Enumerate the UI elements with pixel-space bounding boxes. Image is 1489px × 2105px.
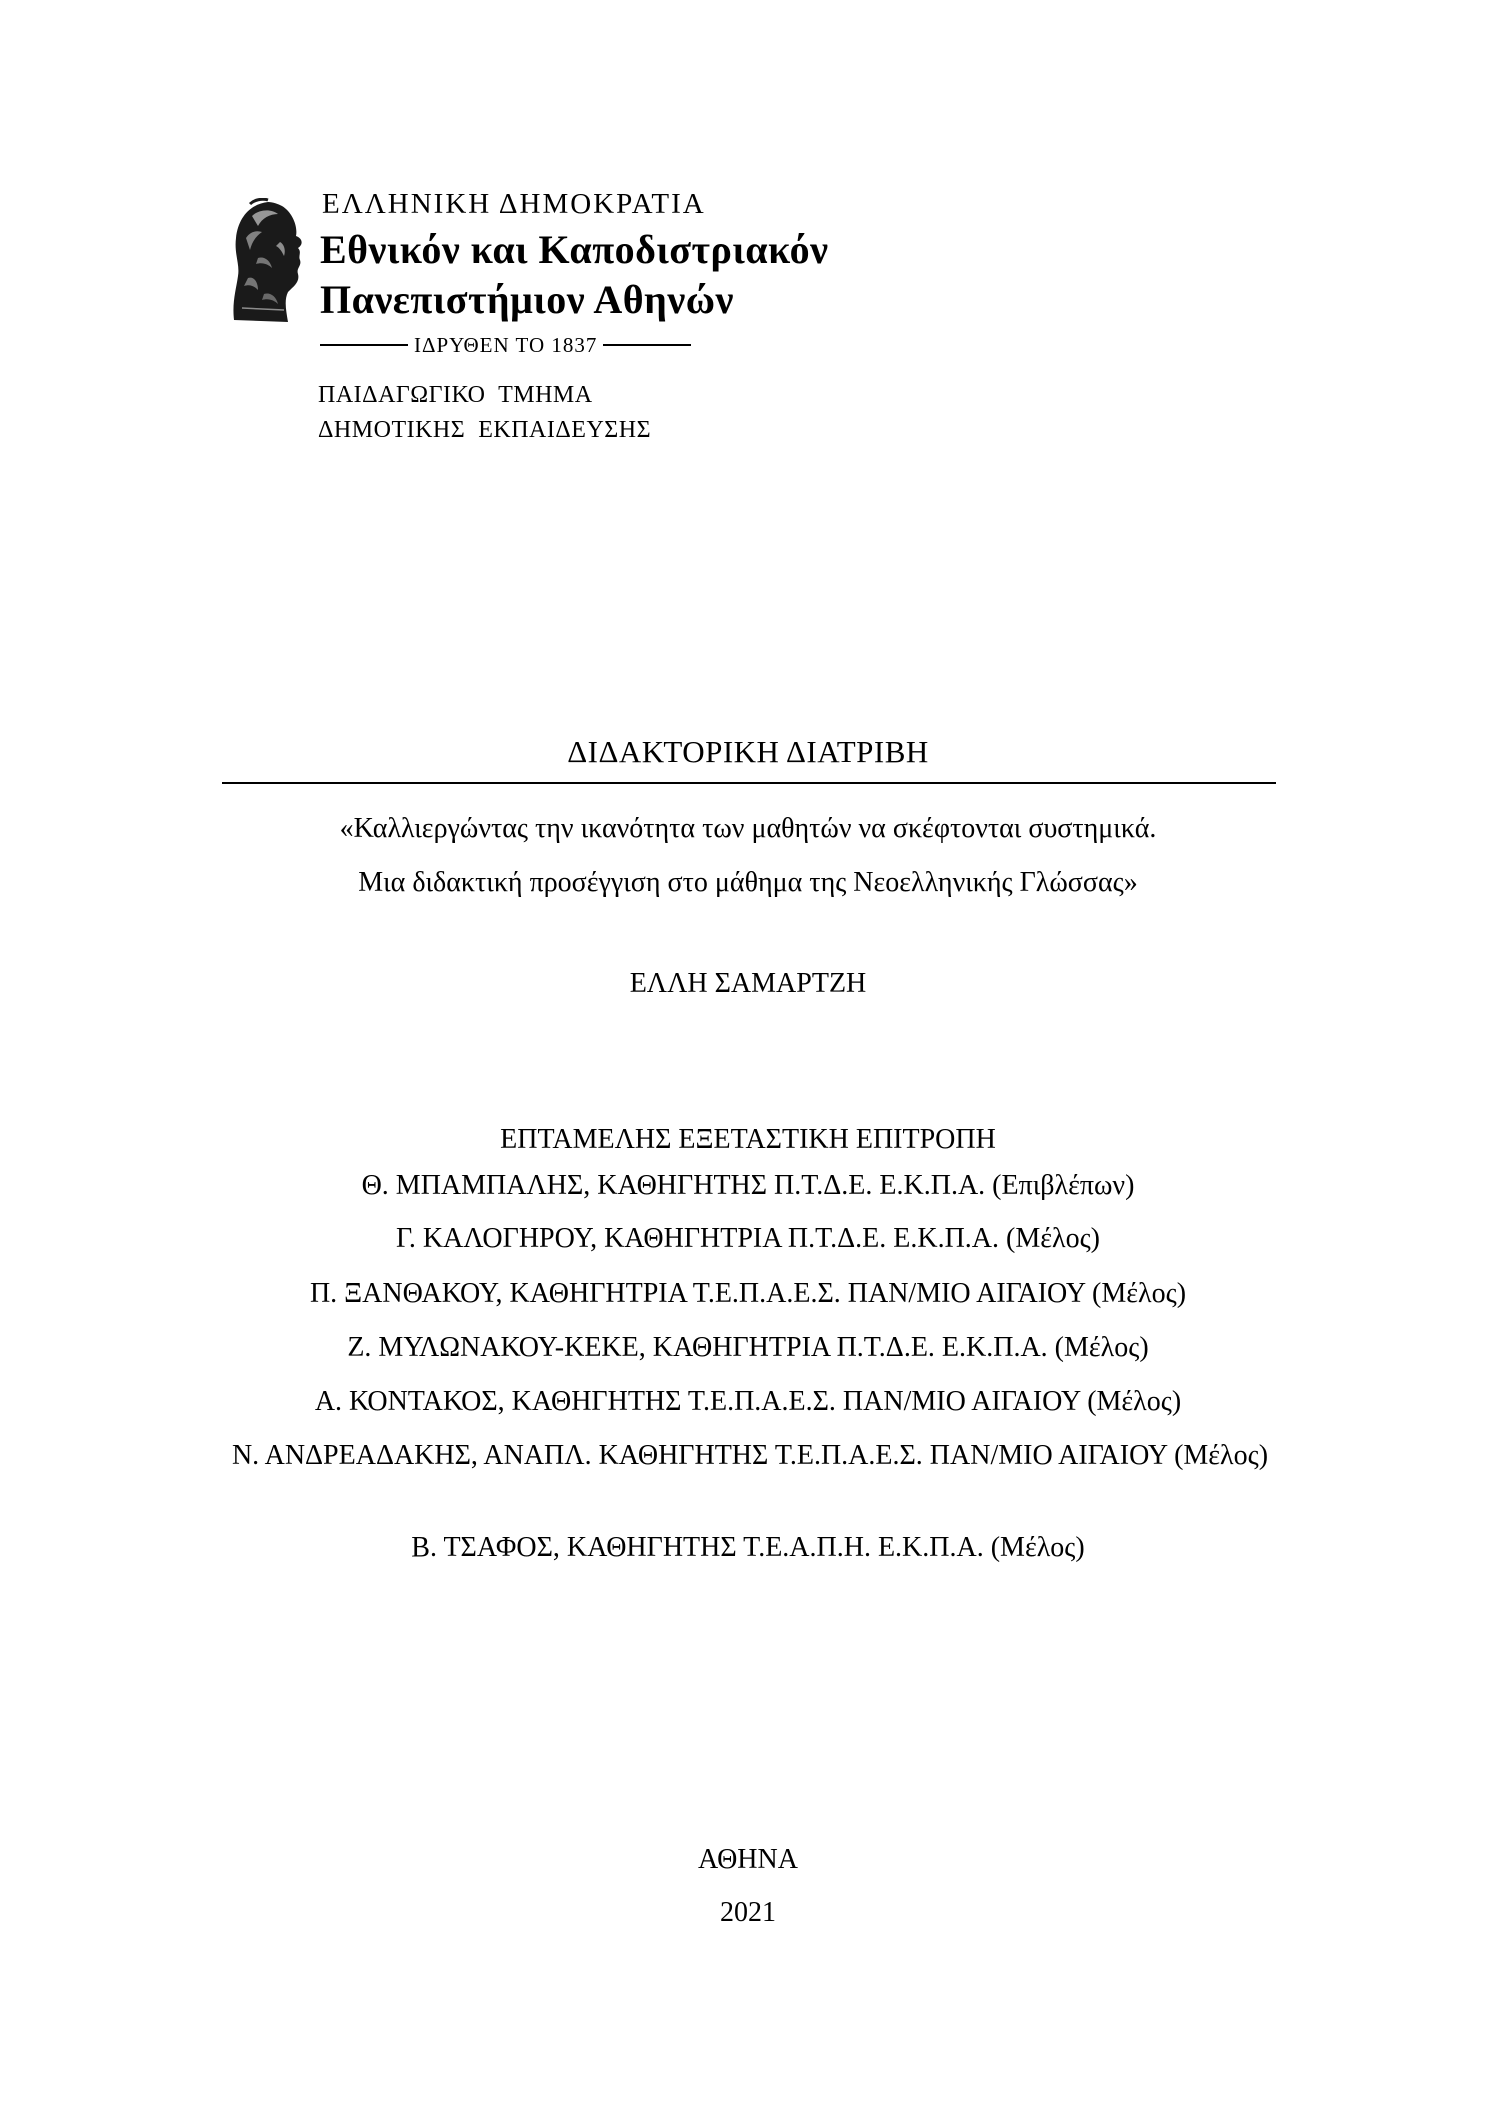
department-line-2: ΔΗΜΟΤΙΚΗΣ ΕΚΠΑΙΔΕΥΣΗΣ [318,417,652,443]
department-line-1: ΠΑΙΔΑΓΩΓΙΚΟ ΤΜΗΜΑ [318,382,593,408]
department-block [318,378,651,448]
thesis-title-line-1: «Καλλιεργώντας την ικανότητα των μαθητών να σκέφτονται συστημικά. [339,813,1157,844]
founded-rule-right [603,344,691,346]
university-name-line-2: Πανεπιστήμιον Αθηνών [320,277,734,322]
committee-member: Β. ΤΣΑΦΟΣ, ΚΑΘΗΓΗΤΗΣ Τ.Ε.Α.Π.Η. Ε.Κ.Π.Α. (Μέλος) [411,1532,1085,1563]
athena-head-icon [228,198,312,326]
committee-member: Α. ΚΟΝΤΑΚΟΣ, ΚΑΘΗΓΗΤΗΣ Τ.Ε.Π.Α.Ε.Σ. ΠΑΝ/ΜΙΟ ΑΙΓΑΙΟΥ (Μέλος) [314,1386,1182,1417]
committee-member: Γ. ΚΑΛΟΓΗΡΟΥ, ΚΑΘΗΓΗΤΡΙΑ Π.Τ.Δ.Ε. Ε.Κ.Π.Α. (Μέλος) [396,1223,1100,1254]
university-header [228,184,908,364]
republic-label: ΕΛΛΗΝΙΚΗ ΔΗΜΟΚΡΑΤΙΑ [322,188,706,220]
author-name: ΕΛΛΗ ΣΑΜΑΡΤΖΗ [629,968,867,999]
committee-member: Θ. ΜΠΑΜΠΑΛΗΣ, ΚΑΘΗΓΗΤΗΣ Π.Τ.Δ.Ε. Ε.Κ.Π.Α. (Επιβλέπων) [361,1170,1135,1201]
committee-member: Ζ. ΜΥΛΩΝΑΚΟΥ-ΚΕΚΕ, ΚΑΘΗΓΗΤΡΙΑ Π.Τ.Δ.Ε. Ε.Κ.Π.Α. (Μέλος) [347,1332,1149,1363]
founded-label: ΙΔΡΥΘΕΝ ΤΟ 1837 [414,332,598,357]
committee-heading: ΕΠΤΑΜΕΛΗΣ ΕΞΕΤΑΣΤΙΚΗ ΕΠΙΤΡΟΠΗ [500,1124,996,1155]
thesis-type: ΔΙΔΑΚΤΟΡΙΚΗ ΔΙΑΤΡΙΒΗ [567,734,929,769]
title-divider [222,782,1276,784]
committee-member: Π. ΞΑΝΘΑΚΟΥ, ΚΑΘΗΓΗΤΡΙΑ Τ.Ε.Π.Α.Ε.Σ. ΠΑΝ/ΜΙΟ ΑΙΓΑΙΟΥ (Μέλος) [309,1278,1187,1309]
founded-line [320,330,691,360]
university-name-line-1: Εθνικόν και Καποδιστριακόν [320,227,829,272]
city-label: ΑΘΗΝΑ [698,1844,798,1875]
founded-rule-left [320,344,408,346]
committee-member: Ν. ΑΝΔΡΕΑΔΑΚΗΣ, ΑΝΑΠΛ. ΚΑΘΗΓΗΤΗΣ Τ.Ε.Π.Α.Ε.Σ. ΠΑΝ/ΜΙΟ ΑΙΓΑΙΟΥ (Μέλος) [231,1440,1269,1471]
year-label: 2021 [720,1897,776,1928]
thesis-title-line-2: Μια διδακτική προσέγγιση στο μάθημα της Νεοελληνικής Γλώσσας» [358,867,1138,898]
